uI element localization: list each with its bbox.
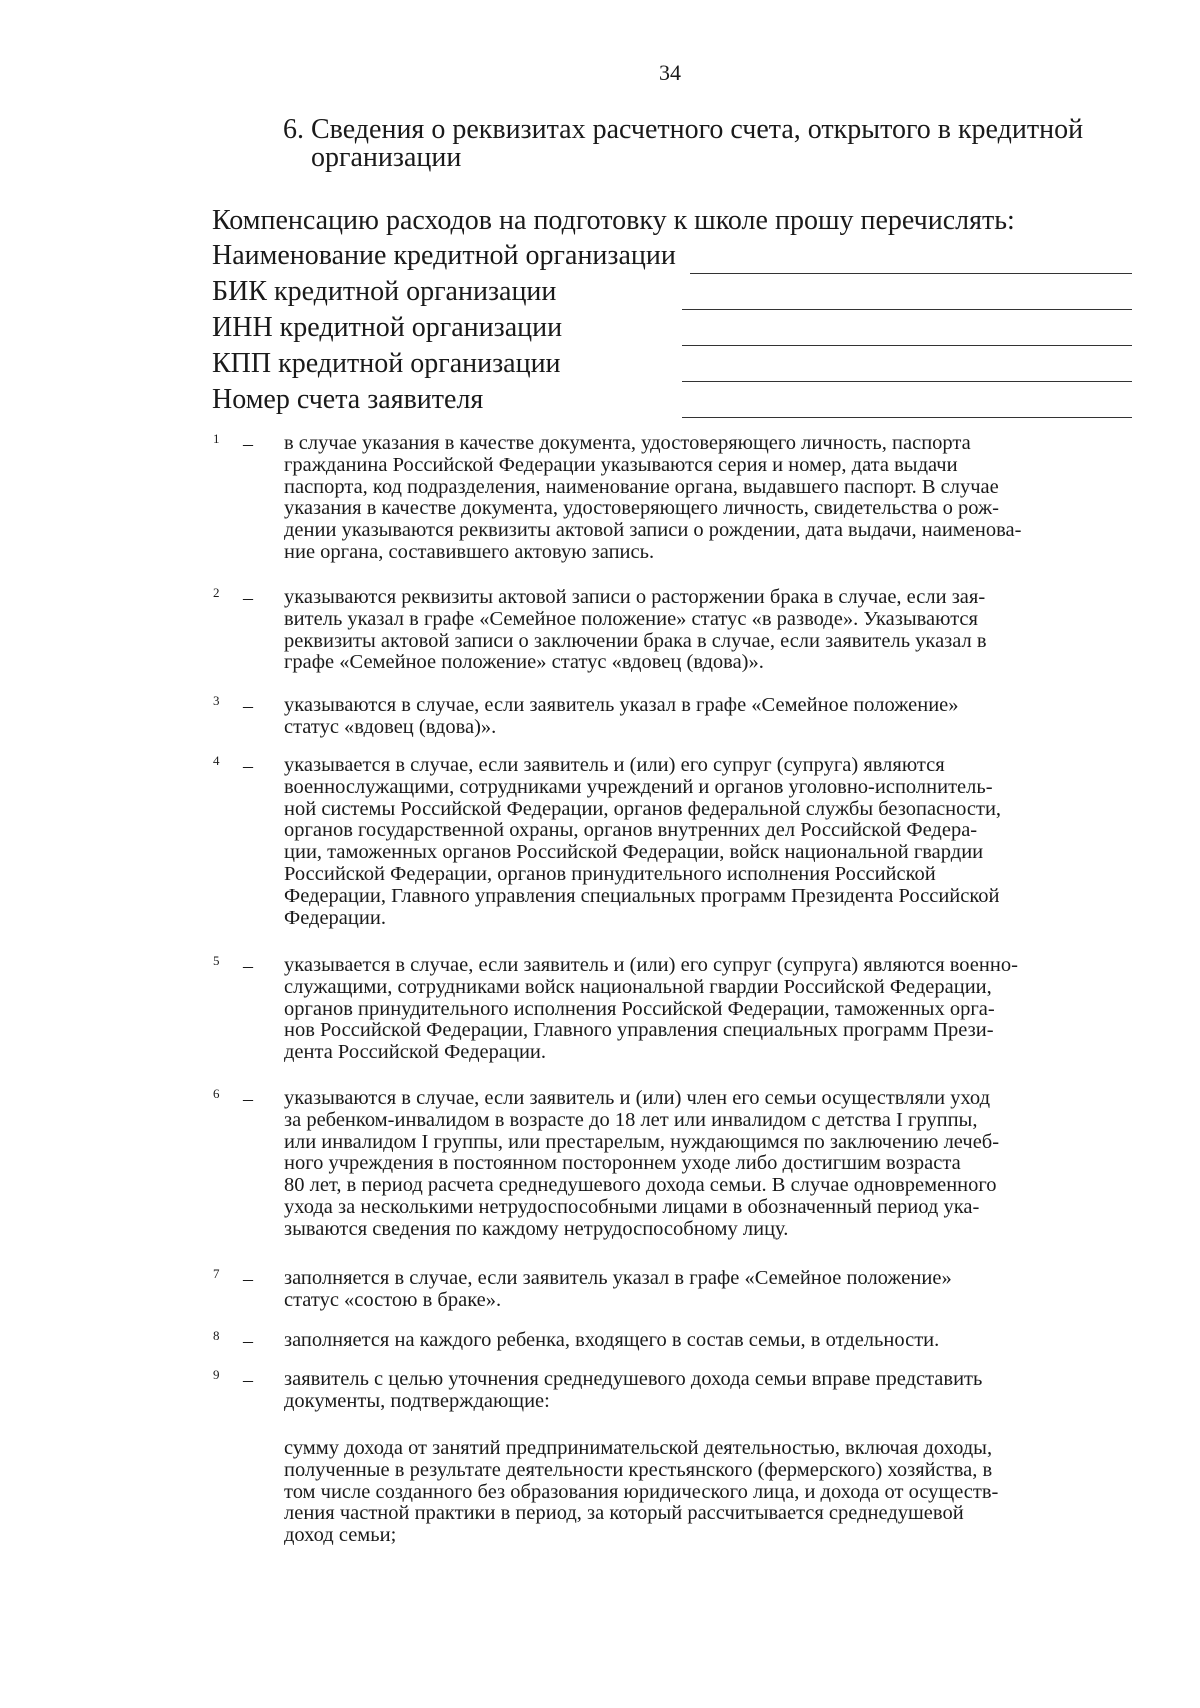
text-line: ной системы Российской Федерации, органов федеральной службы безопасности, — [284, 797, 1002, 820]
text-line: заявитель с целью уточнения среднедушевого дохода семьи вправе представить — [284, 1368, 983, 1390]
field-label: Номер счета заявителя — [212, 384, 484, 415]
text-line: ного учреждения в постоянном постороннем уходе либо достигшим возраста — [284, 1152, 961, 1175]
field-kpp — [212, 348, 1132, 382]
text-line: указания в качестве документа, удостоверяющего личность, свидетельства о рож- — [284, 497, 999, 520]
field-blank-line[interactable] — [682, 309, 1132, 310]
footnote-mark: 7 — [213, 1266, 220, 1281]
text-line: за ребенком-инвалидом в возрасте до 18 лет или инвалидом с детства I группы, — [284, 1108, 978, 1131]
text-line: органов принудительного исполнения Российской Федерации, таможенных орга- — [284, 997, 995, 1020]
text-line: Российской Федерации, органов принудительного исполнения Российской — [284, 862, 936, 885]
section-title — [283, 116, 1123, 172]
footnote-dash: – — [243, 433, 253, 455]
footnote-mark: 2 — [213, 585, 220, 600]
text-line: указывается в случае, если заявитель и (или) его супруг (супруга) являются — [284, 754, 945, 776]
text-line: полученные в результате деятельности крестьянского (фермерского) хозяйства, в — [284, 1458, 993, 1481]
field-label: Наименование кредитной организации — [212, 240, 676, 271]
footnote-dash: – — [243, 1268, 253, 1290]
field-account-number — [212, 384, 1132, 418]
text-line: нов Российской Федерации, Главного управления специальных программ Прези- — [284, 1019, 994, 1042]
footnote-dash: – — [243, 1330, 253, 1352]
text-line: указываются реквизиты актовой записи о расторжении брака в случае, если зая- — [284, 586, 986, 608]
footnote-dash: – — [243, 587, 253, 609]
text-line: в случае указания в качестве документа, удостоверяющего личность, паспорта — [284, 432, 971, 454]
section-number: 6. — [283, 114, 304, 145]
footnote-mark: 6 — [213, 1086, 220, 1101]
text-line: военнослужащими, сотрудниками учреждений и органов уголовно-исполнитель- — [284, 775, 993, 798]
text-line: зываются сведения по каждому нетрудоспособному лицу. — [284, 1217, 789, 1240]
text-line: Федерации. — [284, 906, 386, 929]
field-blank-line[interactable] — [682, 381, 1132, 382]
text-line: ухода за несколькими нетрудоспособными лицами в обозначенный период ука- — [284, 1195, 980, 1218]
footnote-text — [284, 695, 1129, 739]
text-line: заполняется на каждого ребенка, входящего в состав семьи, в отдельности. — [284, 1329, 940, 1351]
field-bik — [212, 276, 1132, 310]
footnote-mark: 5 — [213, 953, 220, 968]
text-line: документы, подтверждающие: — [284, 1389, 550, 1412]
footnote-mark: 9 — [213, 1367, 220, 1382]
text-line: Федерации, Главного управления специальных программ Президента Российской — [284, 884, 1000, 907]
footnote-text — [284, 1268, 1129, 1312]
text-line: паспорта, код подразделения, наименование органа, выдавшего паспорт. В случае — [284, 475, 999, 498]
text-line: заполняется в случае, если заявитель указал в графе «Семейное положение» — [284, 1267, 952, 1289]
footnote-text — [284, 1330, 1129, 1352]
field-inn — [212, 312, 1132, 346]
text-line: ления частной практики в период, за который рассчитывается среднедушевой — [284, 1502, 964, 1525]
text-line: графе «Семейное положение» статус «вдовец (вдова)». — [284, 651, 764, 674]
field-label: БИК кредитной организации — [212, 276, 557, 307]
text-line: доход семьи; — [284, 1524, 397, 1547]
text-line: 80 лет, в период расчета среднедушевого дохода семьи. В случае одновременного — [284, 1174, 997, 1197]
footnote-dash: – — [243, 955, 253, 977]
page-number: 34 — [659, 60, 681, 85]
footnote-dash: – — [243, 695, 253, 717]
text-line: реквизиты актовой записи о заключении брака в случае, если заявитель указал в — [284, 629, 987, 652]
intro-text: Компенсацию расходов на подготовку к школе прошу перечислять: — [212, 205, 1015, 236]
footnote-mark: 1 — [213, 431, 220, 446]
field-bank-name — [212, 240, 1132, 274]
text-line: указываются в случае, если заявитель указал в графе «Семейное положение» — [284, 694, 959, 716]
text-line: гражданина Российской Федерации указываются серия и номер, дата выдачи — [284, 453, 958, 476]
field-blank-line[interactable] — [690, 273, 1132, 274]
text-line: сумму дохода от занятий предпринимательской деятельностью, включая доходы, — [284, 1437, 993, 1459]
field-blank-line[interactable] — [682, 417, 1132, 418]
text-line: служащими, сотрудниками войск национальной гвардии Российской Федерации, — [284, 975, 992, 998]
field-label: ИНН кредитной организации — [212, 312, 563, 343]
footnote-mark: 8 — [213, 1328, 220, 1343]
income-paragraph — [284, 1438, 1129, 1547]
section-title-line-2: организации — [311, 142, 462, 173]
footnote-text — [284, 955, 1129, 1064]
footnote-text — [284, 1369, 1129, 1413]
text-line: органов государственной охраны, органов внутренних дел Российской Федера- — [284, 819, 978, 842]
footnote-text — [284, 755, 1129, 929]
text-line: ции, таможенных органов Российской Федерации, войск национальной гвардии — [284, 841, 984, 864]
text-line: или инвалидом I группы, или престарелым, нуждающимся по заключению лечеб- — [284, 1130, 1000, 1153]
footnote-mark: 4 — [213, 753, 220, 768]
footnote-text — [284, 433, 1129, 564]
text-line: том числе созданного без образования юридического лица, и дохода от осуществ- — [284, 1480, 999, 1503]
text-line: указываются в случае, если заявитель и (или) член его семьи осуществляли уход — [284, 1087, 991, 1109]
text-line: статус «вдовец (вдова)». — [284, 715, 497, 738]
text-line: дении указываются реквизиты актовой записи о рождении, дата выдачи, наименова- — [284, 519, 1022, 542]
footnote-dash: – — [243, 1088, 253, 1110]
footnote-text — [284, 1088, 1129, 1241]
footnote-dash: – — [243, 1369, 253, 1391]
text-line: указывается в случае, если заявитель и (или) его супруг (супруга) являются военно- — [284, 954, 1018, 976]
footnote-mark: 3 — [213, 693, 220, 708]
footnote-text — [284, 587, 1129, 674]
footnote-dash: – — [243, 755, 253, 777]
text-line: статус «состою в браке». — [284, 1288, 502, 1311]
section-title-line-1: Сведения о реквизитах расчетного счета, открытого в кредитной — [311, 114, 1084, 145]
text-line: ние органа, составившего актовую запись. — [284, 540, 655, 563]
field-label: КПП кредитной организации — [212, 348, 561, 379]
text-line: дента Российской Федерации. — [284, 1041, 547, 1064]
field-blank-line[interactable] — [682, 345, 1132, 346]
text-line: витель указал в графе «Семейное положение» статус «в разводе». Указываются — [284, 607, 978, 630]
